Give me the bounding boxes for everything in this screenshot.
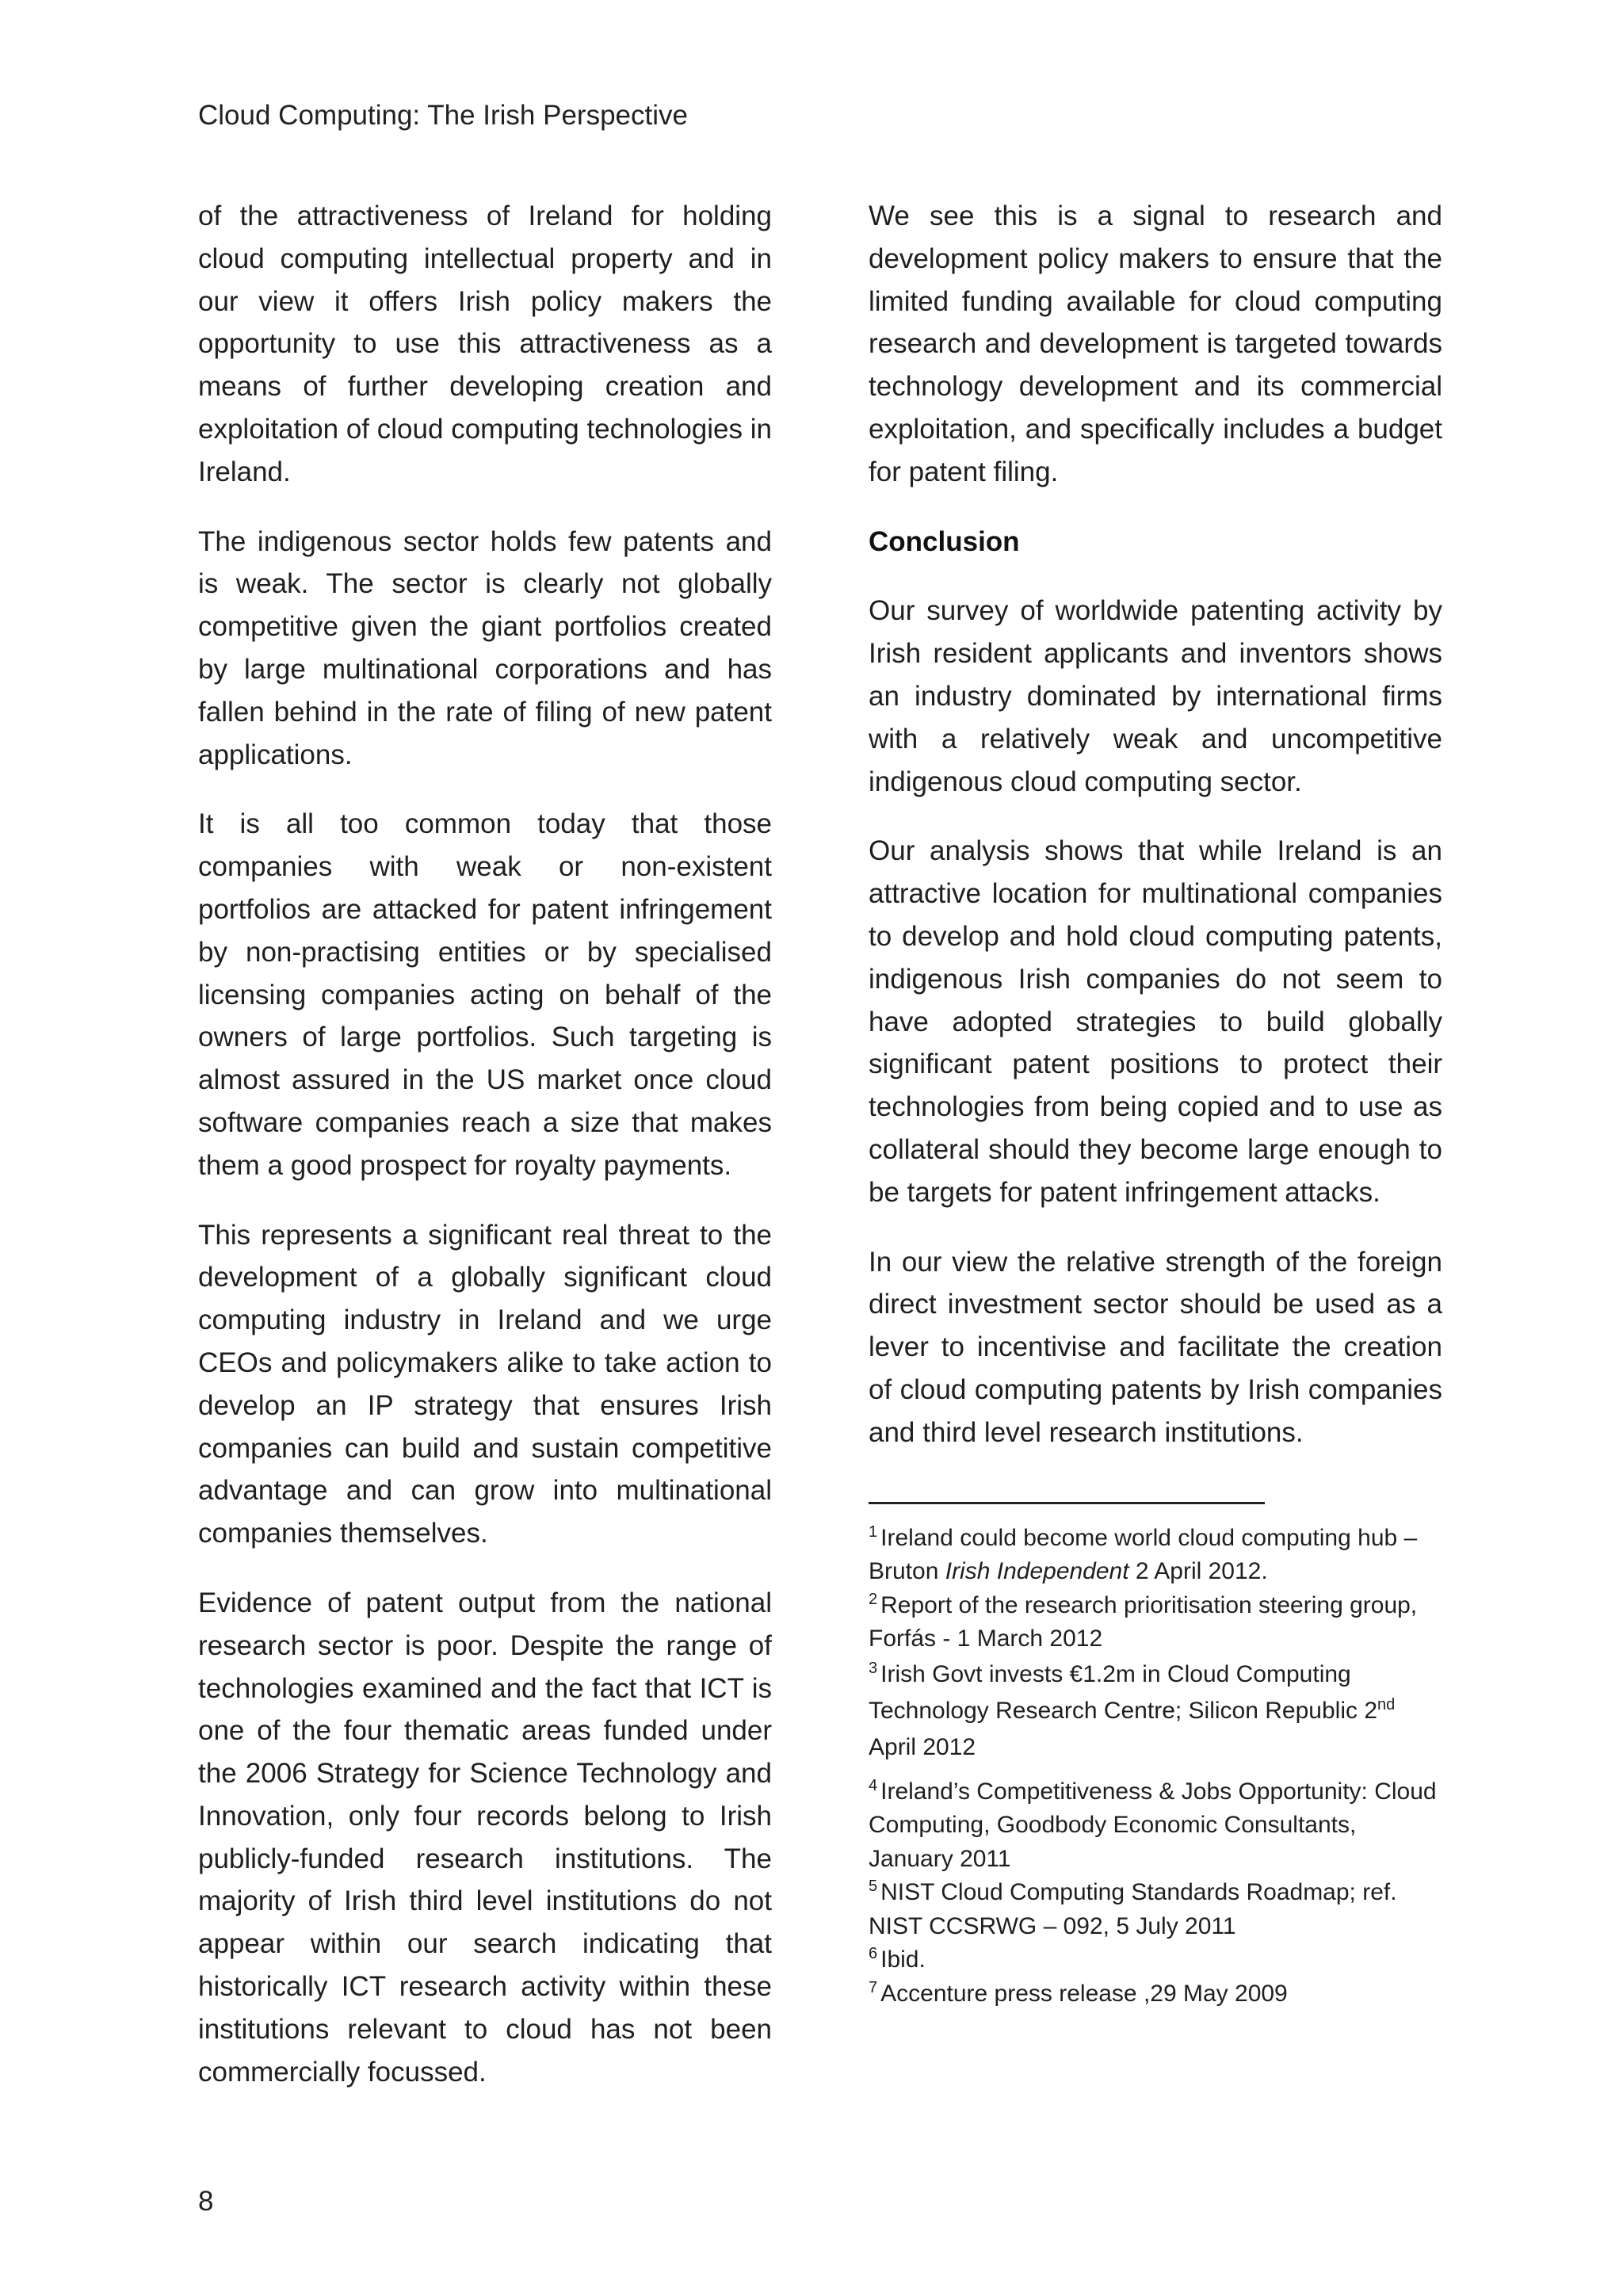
conclusion-heading: Conclusion <box>869 525 1020 557</box>
footnote-text: Ireland could become world cloud computing hub – Bruton <box>869 1524 1418 1585</box>
footnote-text: NIST Cloud Computing Standards Roadmap; ref. NIST CCSRWG – 092, 5 July 2011 <box>869 1879 1397 1939</box>
footnote-number: 7 <box>869 1978 878 1996</box>
footnote-2 <box>869 1589 1442 1656</box>
footnote-text: Ibid. <box>880 1946 926 1973</box>
footnote-1 <box>869 1522 1442 1589</box>
footnote-number: 2 <box>869 1590 878 1608</box>
footnote-number: 5 <box>869 1878 878 1896</box>
footnote-ordinal-superscript: nd <box>1377 1695 1396 1713</box>
footnote-separator <box>869 1502 1265 1504</box>
body-paragraph: of the attractiveness of Ireland for holding cloud computing intellectual property and in our view it offers Irish policy makers the opportunity to use this attractiveness as a means of further developing creation and exploitation of cloud computing technologies in Ireland. <box>198 201 772 487</box>
body-paragraph: We see this is a signal to research and development policy makers to ensure that the limited funding available for cloud computing research and development is targeted towards technology development and its commercial exploitation, and specifically includes a budget for patent filing. <box>869 201 1442 487</box>
conclusion-paragraph: In our view the relative strength of the foreign direct investment sector should be used as a lever to incentivise and facilitate the creation of cloud computing patents by Irish companies and third level research institutions. <box>869 1246 1442 1448</box>
body-paragraph: The indigenous sector holds few patents and is weak. The sector is clearly not globally competitive given the giant portfolios created by large multinational corporations and has fallen behind in the rate of filing of new patent applications. <box>198 525 772 770</box>
footnote-italic-source: Irish Independent <box>945 1558 1129 1585</box>
footnote-number: 3 <box>869 1659 878 1677</box>
footnote-4 <box>869 1775 1442 1877</box>
page-header-title: Cloud Computing: The Irish Perspective <box>198 100 688 131</box>
footnote-text: 2 April 2012. <box>1128 1558 1268 1585</box>
conclusion-paragraph: Our analysis shows that while Ireland is an attractive location for multinational companies to develop and hold cloud computing patents, indigenous Irish companies do not seem to have adopted strategies to build globally significant patent positions to protect their technologies from being copied and to use as collateral should they become large enough to be targets for patent infringement attacks. <box>869 835 1442 1208</box>
right-column <box>869 195 1442 2011</box>
footnote-number: 6 <box>869 1945 878 1963</box>
conclusion-paragraph: Our survey of worldwide patenting activity by Irish resident applicants and inventors shows an industry dominated by international firms with a relatively weak and uncompetitive indigenous cloud computing sector. <box>869 595 1442 797</box>
footnote-number: 1 <box>869 1522 878 1541</box>
footnote-text: Accenture press release ,29 May 2009 <box>880 1980 1288 2007</box>
footnote-number: 4 <box>869 1776 878 1794</box>
footnote-text: Irish Govt invests €1.2m in Cloud Computing Technology Research Centre; Silicon Republic 2 <box>869 1660 1378 1724</box>
body-paragraph: It is all too common today that those companies with weak or non-existent portfolios are attacked for patent infringement by non-practising entities or by specialised licensing companies acting on behalf of the owners of large portfolios. Such targeting is almost assured in the US market once cloud software companies reach a size that makes them a good prospect for royalty payments. <box>198 808 772 1181</box>
footnote-text: April 2012 <box>869 1733 976 1760</box>
footnote-3 <box>869 1656 1442 1766</box>
left-column <box>198 195 772 2120</box>
footnotes <box>869 1522 1442 2011</box>
footnote-7 <box>869 1977 1442 2011</box>
body-paragraph: This represents a significant real threat to the development of a globally significant cloud computing industry in Ireland and we urge CEOs and policymakers alike to take action to develop an IP strategy that ensures Irish companies can build and sustain competitive advantage and can grow into multinational companies themselves. <box>198 1219 772 1549</box>
footnote-6 <box>869 1943 1442 1977</box>
footnote-text: Report of the research prioritisation steering group, Forfás - 1 March 2012 <box>869 1591 1418 1652</box>
body-paragraph: Evidence of patent output from the national research sector is poor. Despite the range of technologies examined and the fact that ICT is one of the four thematic areas funded under the 2006 Strategy for Science Technology and Innovation, only four records belong to Irish publicly-funded research institutions. The majority of Irish third level institutions do not appear within our search indicating that historically ICT research activity within these institutions relevant to cloud has not been commercially focussed. <box>198 1587 772 2088</box>
page-number: 8 <box>198 2186 214 2217</box>
footnote-text: Ireland’s Competitiveness & Jobs Opportunity: Cloud Computing, Goodbody Economic Consultants, January 2011 <box>869 1778 1437 1872</box>
footnote-5 <box>869 1876 1442 1943</box>
